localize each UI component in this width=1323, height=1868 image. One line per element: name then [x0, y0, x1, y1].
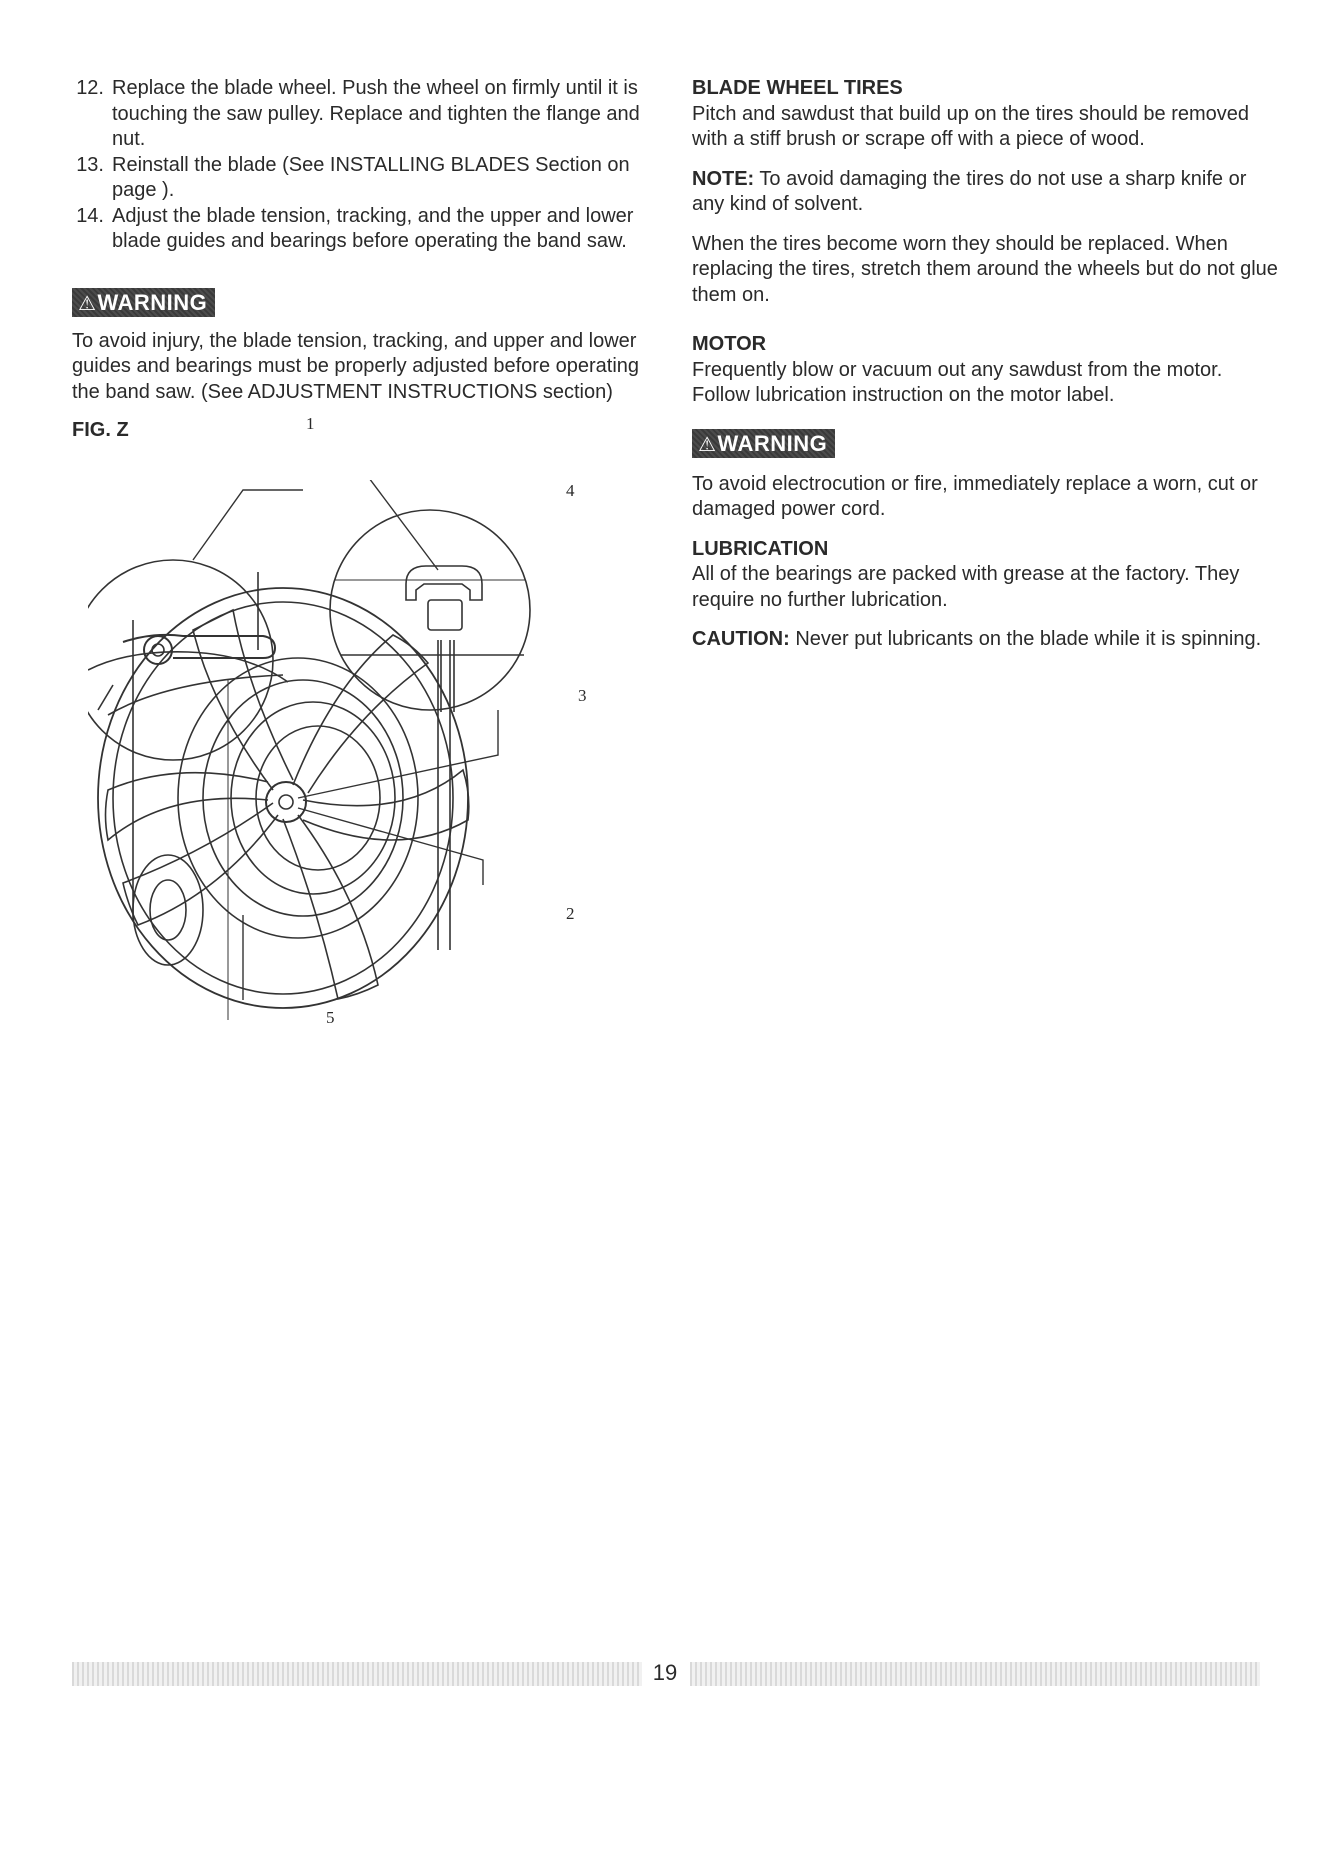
- step-14: [72, 204, 664, 255]
- step-12: [72, 76, 664, 153]
- step-13: [72, 153, 664, 204]
- warning-label: WARNING: [97, 289, 208, 315]
- footer-bar-right: [690, 1662, 1260, 1686]
- motor-text: Frequently blow or vacuum out any sawdust from the motor. Follow lubrication instruction on the motor label.: [692, 358, 1223, 406]
- footer-bar-left: [72, 1662, 642, 1686]
- tension-knob-detail: [330, 510, 530, 712]
- step-text: Replace the blade wheel. Push the wheel on firmly until it is touching the saw pulley. Replace and tighten the flange and nut.: [112, 77, 640, 150]
- warning-label: WARNING: [717, 430, 828, 456]
- caution-text: Never put lubricants on the blade while it is spinning.: [789, 628, 1262, 650]
- page-number: 19: [652, 1660, 678, 1685]
- callout-3: 3: [578, 686, 587, 705]
- blade-wheel-tires-text: Pitch and sawdust that build up on the tires should be removed with a stiff brush or scrape off with a piece of wood.: [692, 102, 1250, 150]
- electrocution-warning-text: To avoid electrocution or fire, immediately replace a worn, cut or damaged power cord.: [692, 472, 1258, 520]
- note-paragraph: [692, 167, 1282, 218]
- warning-triangle-icon: ⚠: [698, 433, 717, 456]
- step-number: 14.: [76, 204, 104, 227]
- note-label: NOTE:: [692, 167, 755, 190]
- caution-label: CAUTION:: [692, 628, 790, 650]
- right-column: [692, 76, 1282, 667]
- lubrication-text: All of the bearings are packed with grease at the factory. They require no further lubrication.: [692, 563, 1240, 611]
- warning-badge: [692, 429, 835, 458]
- procedure-steps: [72, 76, 664, 255]
- blade-wheel-tires-heading: BLADE WHEEL TIRES: [692, 77, 903, 99]
- step-number: 13.: [76, 153, 104, 176]
- note-text: To avoid damaging the tires do not use a sharp knife or any kind of solvent.: [692, 167, 1247, 215]
- callout-2: 2: [566, 904, 575, 923]
- callout-5: 5: [326, 1008, 335, 1027]
- wheel-diagram: [88, 480, 648, 1200]
- step-number: 12.: [76, 77, 104, 99]
- figure-label: FIG. Z: [72, 419, 129, 441]
- step-text: Reinstall the blade (See INSTALLING BLADES Section on page ).: [112, 153, 630, 201]
- lubrication-heading: LUBRICATION: [692, 537, 829, 560]
- callout-1: 1: [306, 414, 315, 433]
- warning-badge: [72, 288, 215, 317]
- left-column: [72, 76, 664, 442]
- warning-triangle-icon: ⚠: [78, 292, 97, 315]
- tire-replacement-text: When the tires become worn they should be replaced. When replacing the tires, stretch them around the wheels but do not glue them on.: [692, 232, 1278, 306]
- motor-heading: MOTOR: [692, 333, 767, 355]
- warning-text: To avoid injury, the blade tension, tracking, and upper and lower guides and bearings must be properly adjusted before operating the band saw. (See ADJUSTMENT INSTRUCTIONS section): [72, 329, 640, 403]
- caution-paragraph: [692, 627, 1282, 653]
- callout-4: 4: [566, 481, 575, 500]
- step-text: Adjust the blade tension, tracking, and the upper and lower blade guides and bearings before operating the band saw.: [112, 204, 634, 252]
